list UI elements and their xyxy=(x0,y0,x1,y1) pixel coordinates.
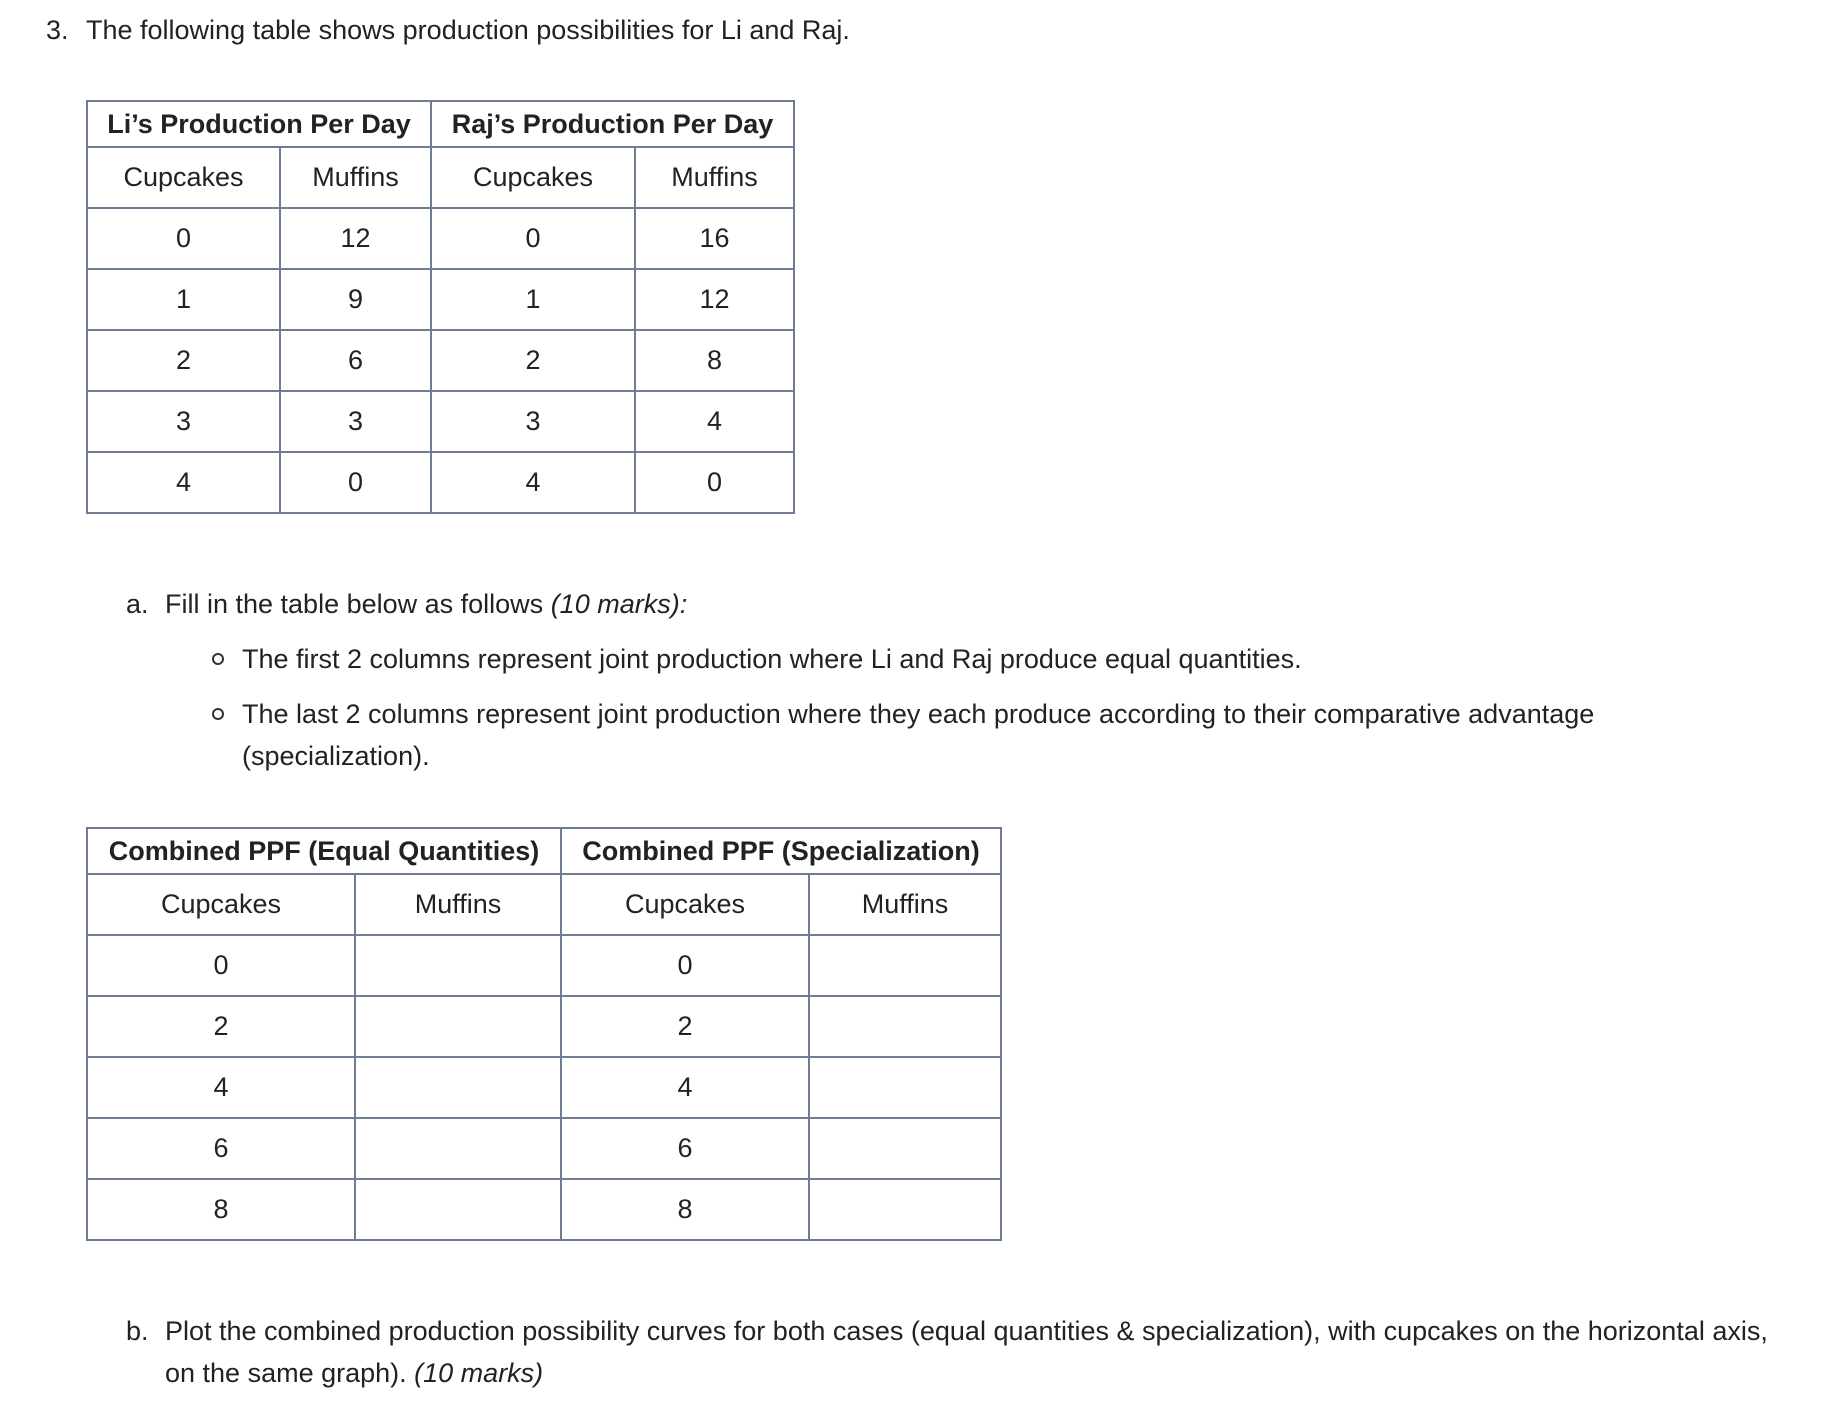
equal-quantities-header: Combined PPF (Equal Quantities) xyxy=(87,828,561,874)
part-b-text: Plot the combined production possibility curves for both cases (equal quantities & specialization), with cupcakes on the horizontal axis, on the same graph). xyxy=(165,1316,1768,1388)
table-row xyxy=(87,996,1001,1057)
production-table xyxy=(86,100,795,514)
table-cell: 8 xyxy=(635,330,794,391)
table-cell: 0 xyxy=(280,452,431,513)
blank-answer-cell xyxy=(355,996,561,1057)
specialization-header: Combined PPF (Specialization) xyxy=(561,828,1001,874)
blank-answer-cell xyxy=(355,1118,561,1179)
table-cell: 2 xyxy=(87,996,355,1057)
list-item xyxy=(212,693,1672,783)
table-row xyxy=(87,330,794,391)
blank-answer-cell xyxy=(355,1179,561,1240)
table-cell: 1 xyxy=(431,269,635,330)
blank-answer-cell xyxy=(355,1057,561,1118)
part-b-marks: (10 marks) xyxy=(414,1358,544,1388)
table-cell: 0 xyxy=(431,208,635,269)
table-cell: 3 xyxy=(280,391,431,452)
blank-answer-cell xyxy=(809,935,1001,996)
table-cell: 6 xyxy=(561,1118,809,1179)
blank-answer-cell xyxy=(355,935,561,996)
table-cell: 6 xyxy=(280,330,431,391)
table-cell: 4 xyxy=(87,1057,355,1118)
table-cell: 3 xyxy=(431,391,635,452)
table-cell: 0 xyxy=(87,935,355,996)
part-a-text: Fill in the table below as follows xyxy=(165,589,551,619)
table-cell: 0 xyxy=(635,452,794,513)
bullet-text: The last 2 columns represent joint production where they each produce according to their comparative advantage (specialization). xyxy=(242,699,1595,771)
table-cell: 2 xyxy=(561,996,809,1057)
bullet-circle-icon xyxy=(212,708,224,720)
table-cell: 4 xyxy=(87,452,280,513)
column-header: Cupcakes xyxy=(431,147,635,208)
blank-answer-cell xyxy=(809,1179,1001,1240)
li-production-header: Li’s Production Per Day xyxy=(87,101,431,147)
table-cell: 12 xyxy=(635,269,794,330)
table-cell: 4 xyxy=(635,391,794,452)
blank-answer-cell xyxy=(809,996,1001,1057)
list-item xyxy=(212,638,1672,680)
table-group-header-row xyxy=(87,828,1001,874)
part-b xyxy=(126,1310,1806,1400)
table-row xyxy=(87,1057,1001,1118)
question-number: 3. xyxy=(46,15,69,45)
table-row xyxy=(87,935,1001,996)
part-a-letter: a. xyxy=(126,589,149,619)
table-cell: 4 xyxy=(431,452,635,513)
table-row xyxy=(87,391,794,452)
blank-answer-cell xyxy=(809,1057,1001,1118)
column-header: Muffins xyxy=(635,147,794,208)
table-cell: 4 xyxy=(561,1057,809,1118)
table-row xyxy=(87,452,794,513)
table-cell: 8 xyxy=(561,1179,809,1240)
part-b-letter: b. xyxy=(126,1316,149,1346)
table-cell: 9 xyxy=(280,269,431,330)
table-row xyxy=(87,1118,1001,1179)
column-header: Cupcakes xyxy=(87,147,280,208)
raj-production-header: Raj’s Production Per Day xyxy=(431,101,794,147)
table-sub-header-row xyxy=(87,874,1001,935)
table-cell: 0 xyxy=(87,208,280,269)
table-cell: 12 xyxy=(280,208,431,269)
column-header: Muffins xyxy=(280,147,431,208)
bullet-text: The first 2 columns represent joint production where Li and Raj produce equal quantities. xyxy=(242,644,1302,674)
table-row xyxy=(87,1179,1001,1240)
table-cell: 6 xyxy=(87,1118,355,1179)
column-header: Cupcakes xyxy=(561,874,809,935)
table-cell: 1 xyxy=(87,269,280,330)
blank-answer-cell xyxy=(809,1118,1001,1179)
table-cell: 16 xyxy=(635,208,794,269)
table-row xyxy=(87,269,794,330)
table-cell: 8 xyxy=(87,1179,355,1240)
table-row xyxy=(87,208,794,269)
question-text: The following table shows production possibilities for Li and Raj. xyxy=(86,15,850,45)
table-cell: 3 xyxy=(87,391,280,452)
part-b-instructions xyxy=(165,1310,1805,1394)
column-header: Muffins xyxy=(355,874,561,935)
column-header: Cupcakes xyxy=(87,874,355,935)
table-cell: 2 xyxy=(431,330,635,391)
table-cell: 0 xyxy=(561,935,809,996)
part-a-marks: (10 marks): xyxy=(550,589,688,619)
table-sub-header-row xyxy=(87,147,794,208)
question-heading xyxy=(46,12,850,48)
part-a xyxy=(126,583,1726,625)
table-group-header-row xyxy=(87,101,794,147)
bullet-circle-icon xyxy=(212,653,224,665)
combined-ppf-table xyxy=(86,827,1002,1241)
table-cell: 2 xyxy=(87,330,280,391)
part-a-instructions xyxy=(165,583,687,625)
column-header: Muffins xyxy=(809,874,1001,935)
